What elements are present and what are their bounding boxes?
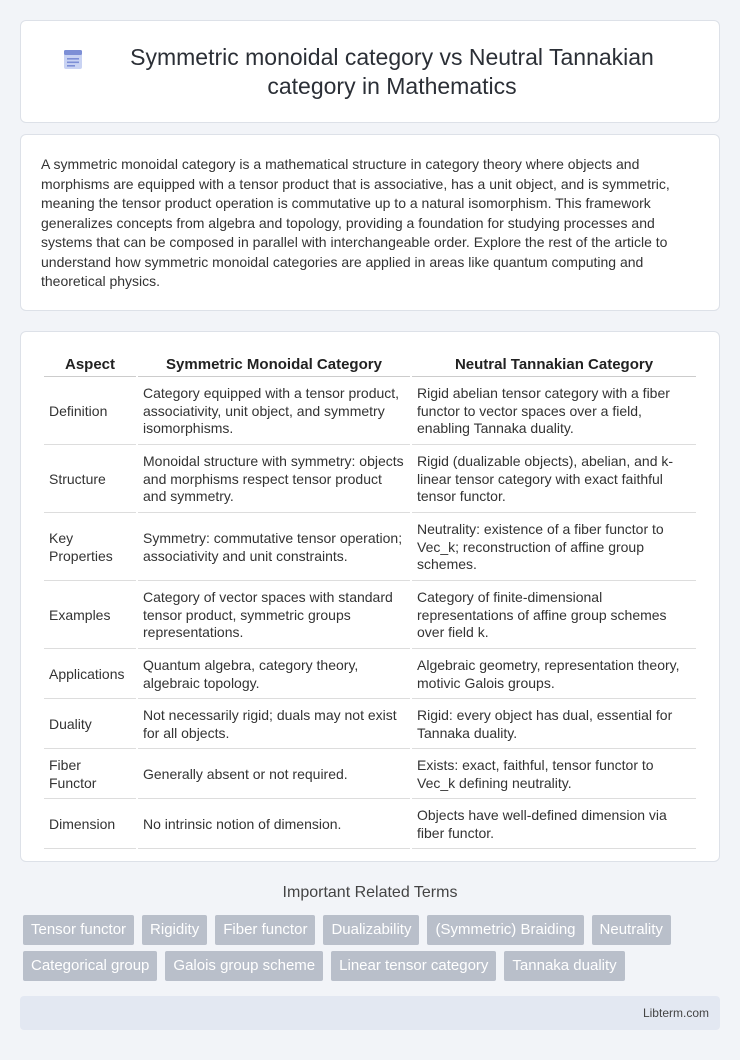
row-tannakian: Rigid abelian tensor category with a fiber functor to vector spaces over a field, enabling Tannaka duality.	[412, 379, 696, 445]
table-row	[44, 651, 696, 699]
row-tannakian: Rigid: every object has dual, essential for Tannaka duality.	[412, 701, 696, 749]
comparison-table	[42, 348, 698, 851]
header-symmetric: Symmetric Monoidal Category	[138, 350, 410, 377]
footer-site-link[interactable]: Libterm.com	[642, 1006, 709, 1020]
comparison-card	[20, 331, 720, 862]
table-row	[44, 751, 696, 799]
page-title: Symmetric monoidal category vs Neutral Tannakian category in Mathematics	[130, 43, 654, 99]
header-aspect: Aspect	[44, 350, 136, 377]
table-row	[44, 447, 696, 513]
table-row	[44, 801, 696, 849]
row-symmetric: Category equipped with a tensor product, associativity, unit object, and symmetry isomorphisms.	[138, 379, 410, 445]
related-term-tag[interactable]: Tannaka duality	[504, 951, 624, 981]
related-term-tag[interactable]: Tensor functor	[23, 915, 134, 945]
header-tannakian: Neutral Tannakian Category	[412, 350, 696, 377]
table-row	[44, 583, 696, 649]
row-aspect: Definition	[44, 379, 136, 445]
related-term-tag[interactable]: Fiber functor	[215, 915, 315, 945]
row-tannakian: Category of finite-dimensional representations of affine group schemes over field k.	[412, 583, 696, 649]
title-card	[20, 20, 720, 123]
document-icon	[61, 47, 85, 71]
intro-text: A symmetric monoidal category is a mathematical structure in category theory where objects and morphisms are equipped with a tensor product that is associative, has a unit object, and is symmetric, meaning the tensor product operation is commutative up to a natural isomorphism. This framework generalizes concepts from algebra and topology, providing a foundation for studying processes and systems that can be composed in parallel with interchangeable order. Explore the rest of the article to understand how symmetric monoidal categories are applied in areas like quantum computing and theoretical physics.	[41, 156, 670, 289]
row-symmetric: Monoidal structure with symmetry: objects and morphisms respect tensor product and symmetry.	[138, 447, 410, 513]
intro-card	[20, 134, 720, 311]
row-symmetric: Category of vector spaces with standard tensor product, symmetric groups representations.	[138, 583, 410, 649]
row-aspect: Structure	[44, 447, 136, 513]
table-row	[44, 379, 696, 445]
related-term-tag[interactable]: Galois group scheme	[165, 951, 323, 981]
related-terms-list	[23, 915, 723, 981]
row-aspect: Applications	[44, 651, 136, 699]
row-tannakian: Algebraic geometry, representation theory, motivic Galois groups.	[412, 651, 696, 699]
row-tannakian: Objects have well-defined dimension via fiber functor.	[412, 801, 696, 849]
row-symmetric: Not necessarily rigid; duals may not exist for all objects.	[138, 701, 410, 749]
row-aspect: Duality	[44, 701, 136, 749]
related-term-tag[interactable]: Dualizability	[323, 915, 419, 945]
related-term-tag[interactable]: Linear tensor category	[331, 951, 496, 981]
table-header-row	[44, 350, 696, 377]
row-aspect: Key Properties	[44, 515, 136, 581]
row-tannakian: Rigid (dualizable objects), abelian, and k-linear tensor category with exact faithful tensor functor.	[412, 447, 696, 513]
row-aspect: Dimension	[44, 801, 136, 849]
row-symmetric: Generally absent or not required.	[138, 751, 410, 799]
related-term-tag[interactable]: (Symmetric) Braiding	[427, 915, 583, 945]
row-aspect: Fiber Functor	[44, 751, 136, 799]
related-term-tag[interactable]: Neutrality	[592, 915, 671, 945]
related-term-tag[interactable]: Rigidity	[142, 915, 207, 945]
related-term-tag[interactable]: Categorical group	[23, 951, 157, 981]
row-aspect: Examples	[44, 583, 136, 649]
row-tannakian: Neutrality: existence of a fiber functor to Vec_k; reconstruction of affine group schemes.	[412, 515, 696, 581]
related-terms-heading: Important Related Terms	[282, 884, 458, 901]
row-tannakian: Exists: exact, faithful, tensor functor to Vec_k defining neutrality.	[412, 751, 696, 799]
table-row	[44, 701, 696, 749]
row-symmetric: Quantum algebra, category theory, algebraic topology.	[138, 651, 410, 699]
row-symmetric: Symmetry: commutative tensor operation; associativity and unit constraints.	[138, 515, 410, 581]
table-row	[44, 515, 696, 581]
footer	[20, 996, 720, 1030]
row-symmetric: No intrinsic notion of dimension.	[138, 801, 410, 849]
